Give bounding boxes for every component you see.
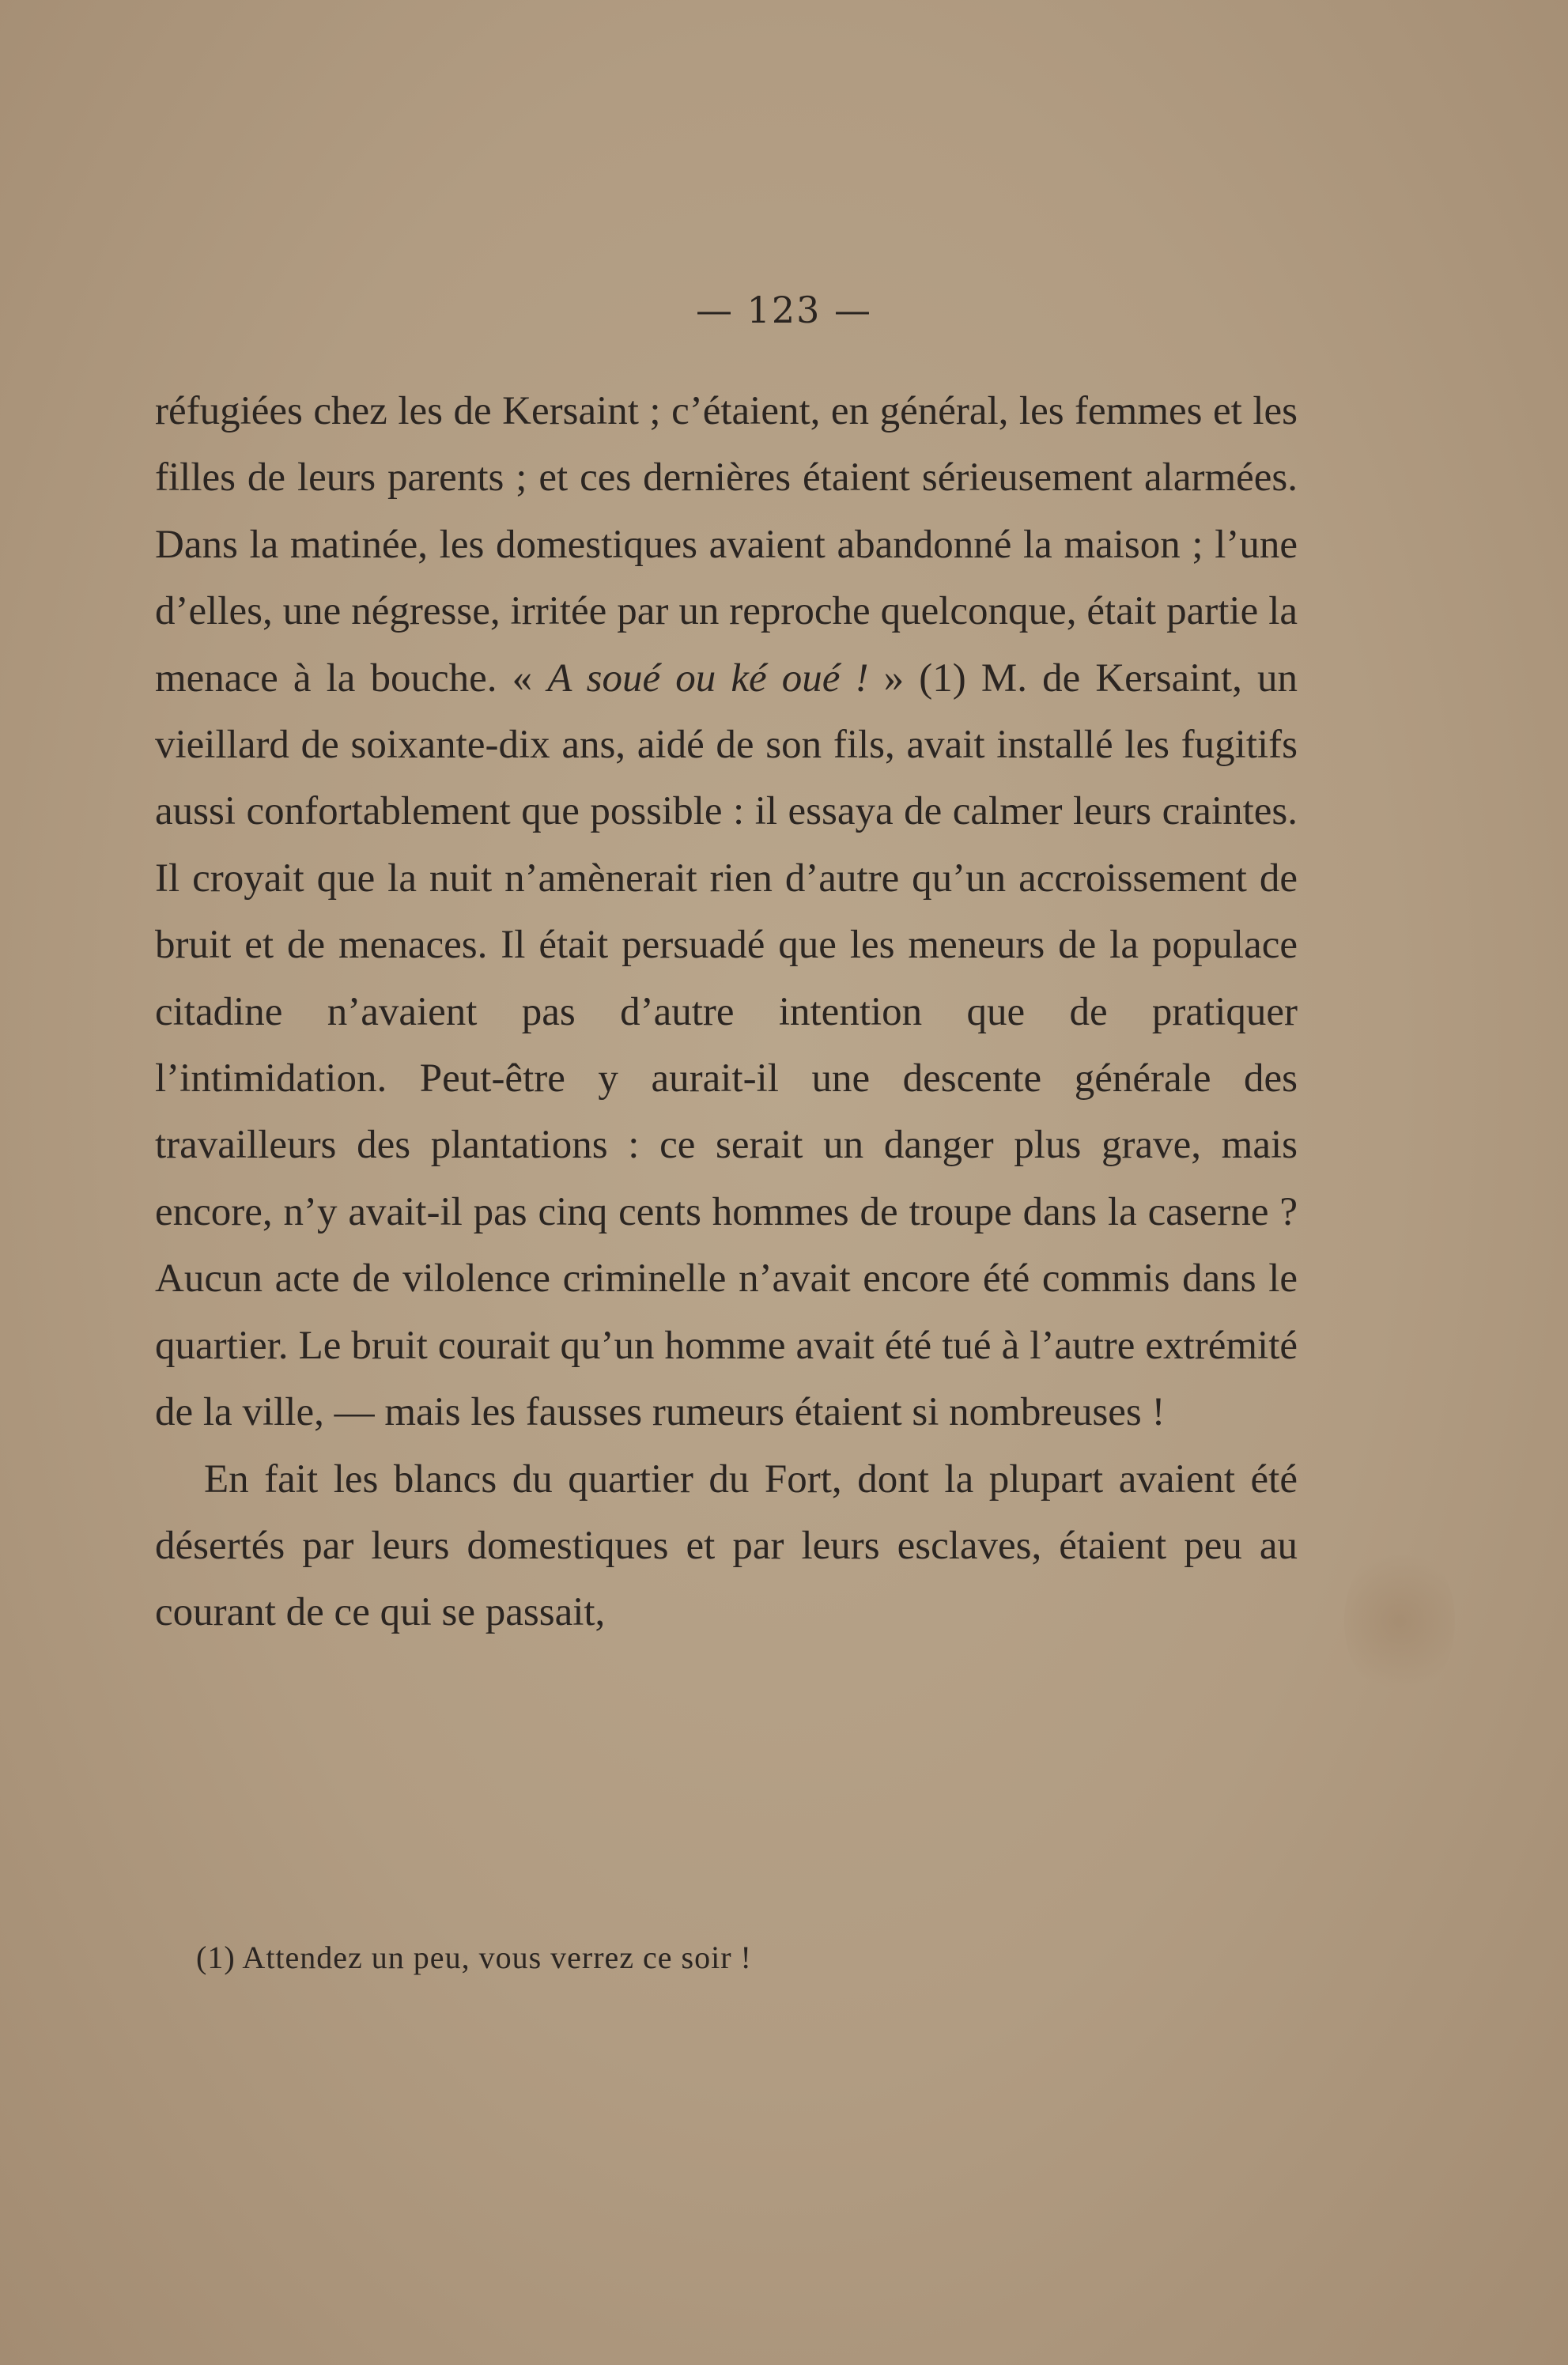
paragraph-1-part-a: réfugiées chez les de Kersaint ; c’étaient, en général, les femmes et les filles de leurs parents ; et ces dernières étaient sérieusement alarmées. Dans la matinée, les domestiques avaient abandonné la maison ; l’une d’elles, une négresse, irritée par un reproche quelconque, était partie la menace à la bouche. « <box>155 389 1298 701</box>
creole-quote: A soué ou ké oué ! <box>547 655 869 701</box>
paragraph-2: En fait les blancs du quartier du Fort, dont la plupart avaient été désertés par leurs domestiques et par leurs esclaves, étaient peu au courant de ce qui se passait, <box>155 1456 1298 1635</box>
paper-stain <box>1344 1542 1455 1700</box>
body-text <box>155 378 1298 1646</box>
paragraph-1-part-b: » (1) M. de Kersaint, un vieillard de soixante-dix ans, aidé de son fils, avait installé les fugitifs aussi confortablement que possible : il essaya de calmer leurs craintes. Il croyait que la nuit n’amènerait rien d’autre qu’un accroissement de bruit et de menaces. Il était persuadé que les meneurs de la populace citadine n’avaient pas d’autre intention que de pratiquer l’intimidation. Peut-être y aurait-il une descente générale des travailleurs des plantations : ce serait un danger plus grave, mais encore, n’y avait-il pas cinq cents hommes de troupe dans la caserne ? Aucun acte de vilolence criminelle n’avait encore été commis dans le quartier. Le bruit courait qu’un homme avait été tué à l’autre extrémité de la ville, — mais les fausses rumeurs étaient si nombreuses ! <box>155 655 1298 1435</box>
paragraph-1 <box>155 378 1298 1446</box>
footnote: (1) Attendez un peu, vous verrez ce soir ! <box>196 1940 752 1975</box>
page-number: — 123 — <box>695 289 873 331</box>
